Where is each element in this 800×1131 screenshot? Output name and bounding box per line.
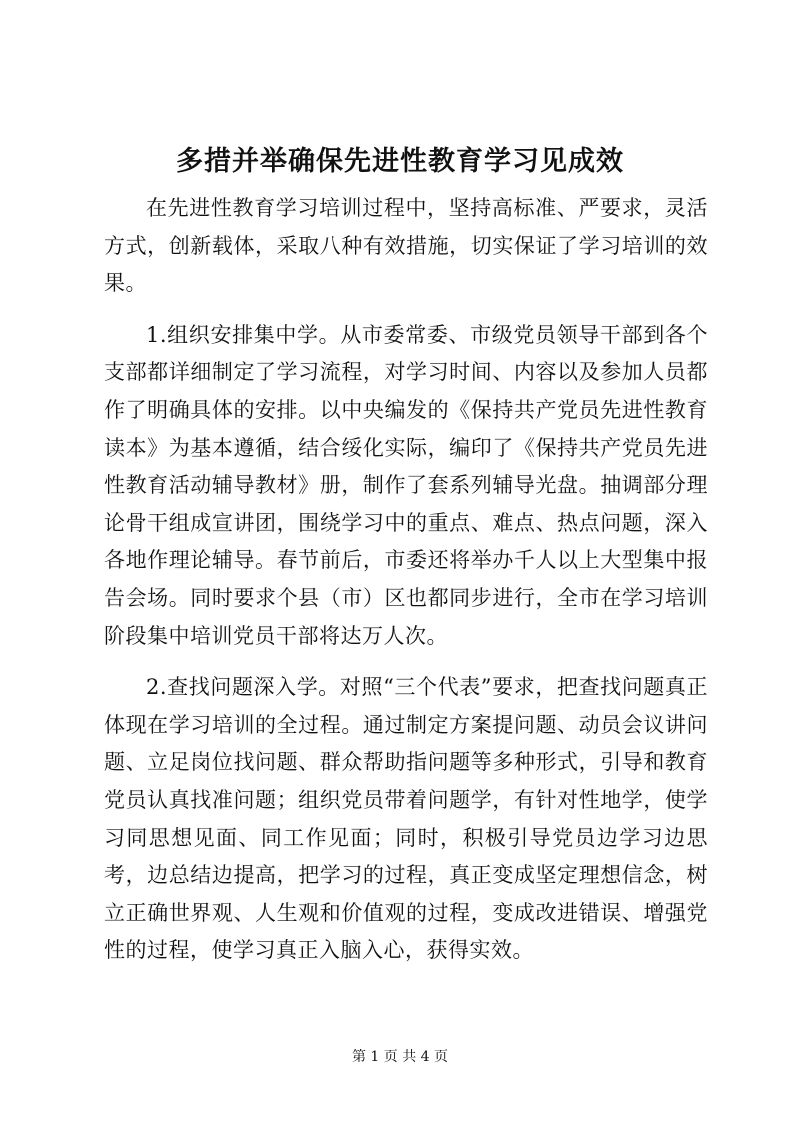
intro-paragraph: 在先进性教育学习培训过程中，坚持高标准、严要求，灵活方式，创新载体，采取八种有效措施，切实保证了学习培训的效果。 <box>104 196 708 296</box>
section-1-paragraph: 1.组织安排集中学。从市委常委、市级党员领导干部到各个支部都详细制定了学习流程，对学习时间、内容以及参加人员都作了明确具体的安排。以中央编发的《保持共产党员先进性教育读本》为基本遵循，结合绥化实际，编印了《保持共产党员先进性教育活动辅导教材》册，制作了套系列辅导光盘。抽调部分理论骨干组成宣讲团，围绕学习中的重点、难点、热点问题，深入各地作理论辅导。春节前后，市委还将举办千人以上大型集中报告会场。同时要求个县（市）区也都同步进行，全市在学习培训阶段集中培训党员干部将达万人次。 <box>104 322 708 648</box>
section-2-paragraph: 2.查找问题深入学。对照“三个代表”要求，把查找问题真正体现在学习培训的全过程。通过制定方案提问题、动员会议讲问题、立足岗位找问题、群众帮助指问题等多种形式，引导和教育党员认真找准问题；组织党员带着问题学，有针对性地学，使学习同思想见面、同工作见面；同时，积极引导党员边学习边思考，边总结边提高，把学习的过程，真正变成坚定理想信念，树立正确世界观、人生观和价值观的过程，变成改进错误、增强党性的过程，使学习真正入脑入心，获得实效。 <box>104 675 708 963</box>
page-title: 多措并举确保先进性教育学习见成效 <box>176 146 624 177</box>
page-number-footer: 第 1 页 共 4 页 <box>351 1049 449 1065</box>
document-body <box>104 190 708 970</box>
